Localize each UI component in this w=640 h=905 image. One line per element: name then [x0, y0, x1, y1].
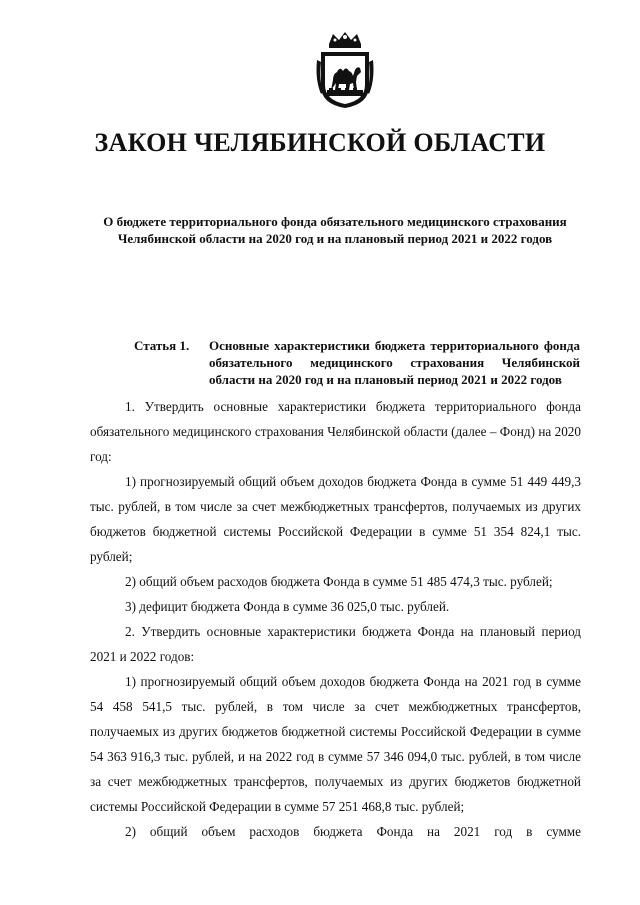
law-title: ЗАКОН ЧЕЛЯБИНСКОЙ ОБЛАСТИ [94, 128, 546, 157]
paragraph: 1) прогнозируемый общий объем доходов бюджета Фонда в сумме 51 449 449,3 тыс. рублей, в том числе за счет межбюджетных трансфертов, получаемых из других бюджетов бюджетной системы Российской Федерации в сумме 51 354 824,1 тыс. рублей; [90, 474, 581, 564]
paragraph: 1) прогнозируемый общий объем доходов бюджета Фонда на 2021 год в сумме 54 458 541,5 тыс. рублей, в том числе за счет межбюджетных трансфертов, получаемых из других бюджетов бюджетной системы Российской Федерации в сумме 54 363 916,3 тыс. рублей, и на 2022 год в сумме 57 346 094,0 тыс. рублей, в том числе за счет межбюджетных трансфертов, получаемых из других бюджетов бюджетной системы Российской Федерации в сумме 57 251 468,8 тыс. рублей; [90, 674, 581, 814]
article-body [90, 394, 581, 844]
article-title: Основные характеристики бюджета территориального фонда обязательного медицинского страхования Челябинской области на 2020 год и на плановый период 2021 и 2022 годов [209, 338, 580, 387]
paragraph: 2) общий объем расходов бюджета Фонда в сумме 51 485 474,3 тыс. рублей; [125, 574, 553, 589]
coat-of-arms-icon [315, 30, 375, 110]
paragraph: 2. Утвердить основные характеристики бюджета Фонда на плановый период 2021 и 2022 годов: [90, 624, 581, 664]
paragraph: 3) дефицит бюджета Фонда в сумме 36 025,0 тыс. рублей. [125, 599, 450, 614]
article-number: Статья 1. [134, 338, 190, 353]
paragraph: 1. Утвердить основные характеристики бюджета территориального фонда обязательного медицинского страхования Челябинской области (далее – Фонд) на 2020 год: [90, 399, 581, 464]
law-subtitle: О бюджете территориального фонда обязательного медицинского страхования Челябинской области на 2020 год и на плановый период 2021 и 2022 годов [103, 214, 567, 246]
paragraph: 2) общий объем расходов бюджета Фонда на 2021 год в сумме [125, 824, 581, 839]
